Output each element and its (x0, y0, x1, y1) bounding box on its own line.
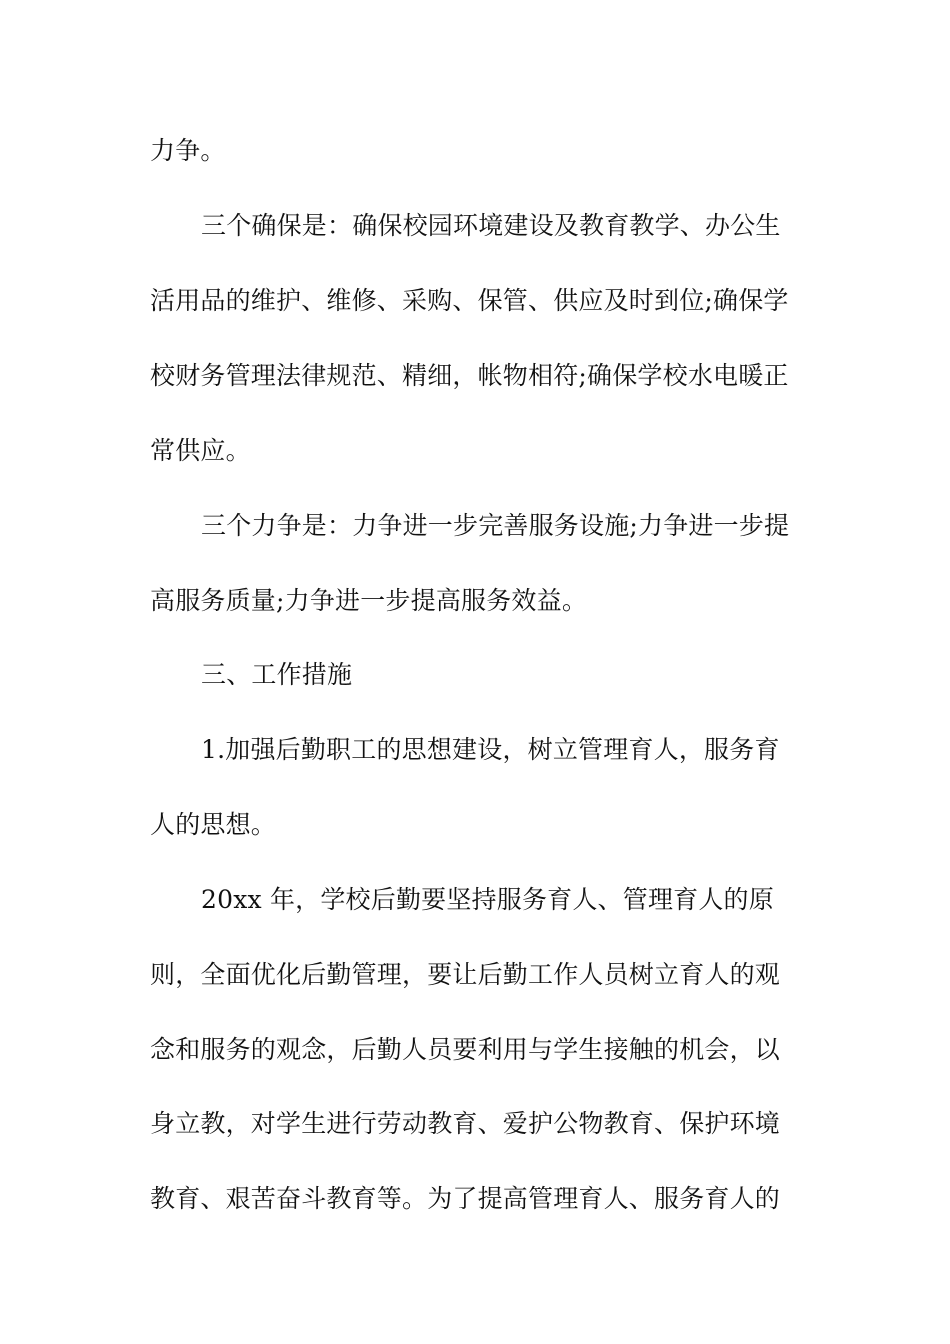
text-line-7: 高服务质量;力争进一步提高服务效益。 (150, 586, 588, 615)
text-line-2: 三个确保是：确保校园环境建设及教育教学、办公生 (201, 211, 781, 240)
text-line-4: 校财务管理法律规范、精细，帐物相符;确保学校水电暖正 (150, 361, 789, 390)
text-line-15: 教育、艰苦奋斗教育等。为了提高管理育人、服务育人的 (150, 1184, 781, 1213)
text-line-14: 身立教，对学生进行劳动教育、爱护公物教育、保护环境 (150, 1109, 781, 1138)
section-heading: 三、工作措施 (201, 660, 353, 689)
text-line-10: 人的思想。 (150, 810, 277, 839)
text-line-11: 20xx 年，学校后勤要坚持服务育人、管理育人的原 (201, 885, 774, 914)
text-line-3: 活用品的维护、维修、采购、保管、供应及时到位;确保学 (150, 286, 789, 315)
text-line-13: 念和服务的观念，后勤人员要利用与学生接触的机会，以 (150, 1035, 781, 1064)
text-line-1: 力争。 (150, 136, 226, 165)
text-line-5: 常供应。 (150, 436, 251, 465)
text-line-9: 1.加强后勤职工的思想建设，树立管理育人，服务育 (201, 735, 780, 764)
text-line-12: 则，全面优化后勤管理，要让后勤工作人员树立育人的观 (150, 960, 781, 989)
text-line-6: 三个力争是：力争进一步完善服务设施;力争进一步提 (201, 511, 790, 540)
